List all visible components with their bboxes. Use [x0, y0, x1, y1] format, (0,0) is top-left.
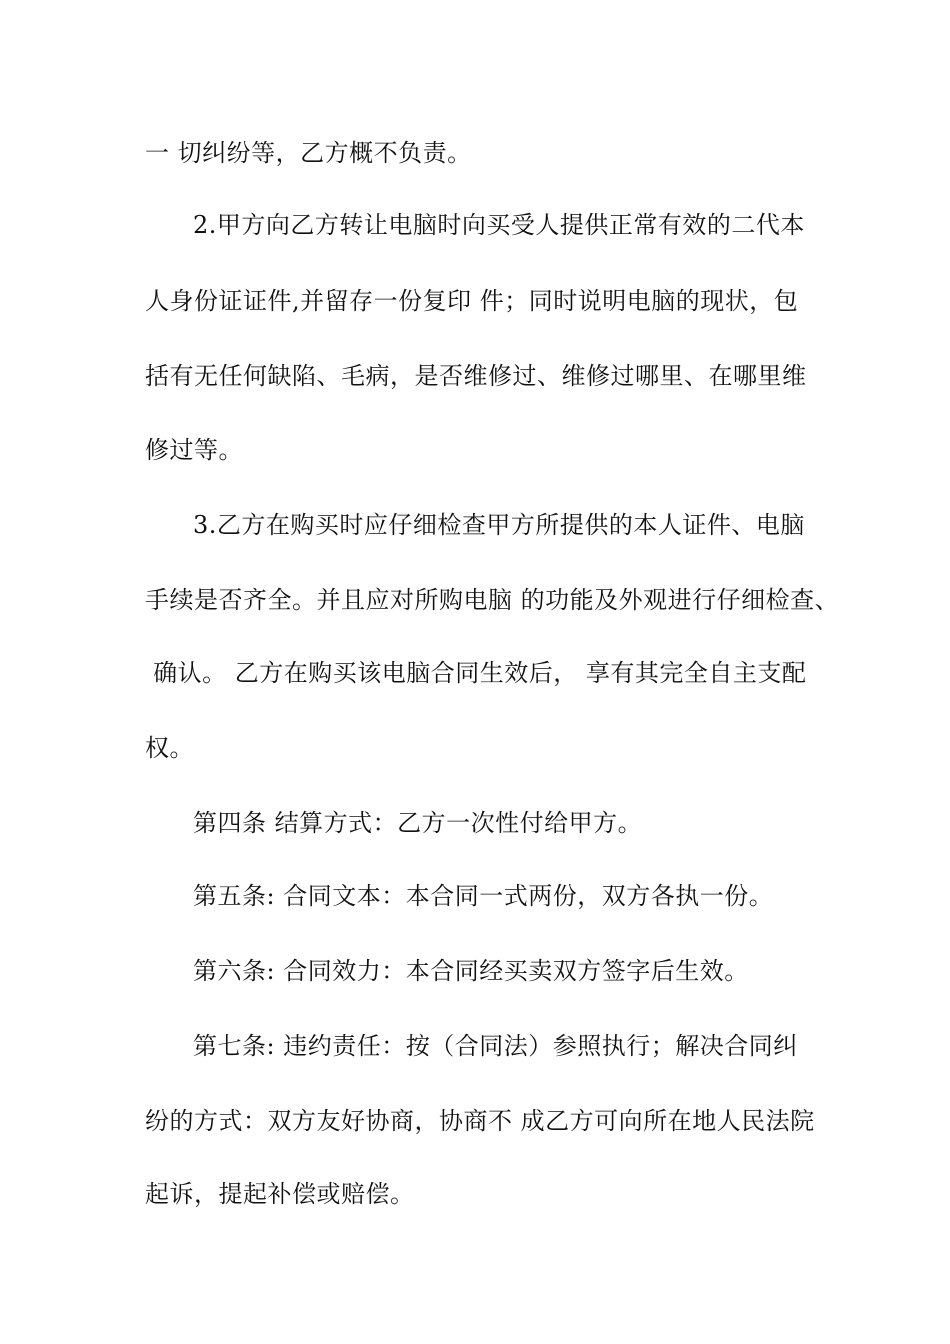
text-line-1: 一 切纠纷等，乙方概不负责。: [145, 139, 472, 167]
text-line-4: 括有无任何缺陷、毛病，是否维修过、维修过哪里、在哪里维: [145, 362, 807, 390]
text-line-10: 第四条 结算方式：乙方一次性付给甲方。: [193, 809, 643, 837]
text-line-7: 手续是否齐全。并且应对所购电脑 的功能及外观进行仔细检查、: [145, 586, 840, 614]
text-line-8: 确认。 乙方在购买该电脑合同生效后， 享有其完全自主支配: [145, 659, 807, 687]
text-line-14: 纷的方式：双方友好协商，协商不 成乙方可向所在地人民法院: [145, 1107, 815, 1135]
text-line-11: 第五条: 合同文本：本合同一式两份，双方各执一份。: [193, 882, 774, 910]
text-line-9: 权。: [145, 734, 194, 762]
text-line-3: 人身份证证件,并留存一份复印 件；同时说明电脑的现状，包: [145, 287, 799, 315]
text-line-15: 起诉，提起补偿或赔偿。: [145, 1180, 415, 1208]
text-line-5: 修过等。: [145, 436, 243, 464]
text-line-2: 2.甲方向乙方转让电脑时向买受人提供正常有效的二代本: [193, 211, 805, 239]
text-line-13: 第七条: 违约责任：按（合同法）参照执行；解决合同纠: [193, 1032, 798, 1060]
text-line-6: 3.乙方在购买时应仔细检查甲方所提供的本人证件、电脑: [193, 511, 805, 539]
text-line-12: 第六条: 合同效力：本合同经买卖双方签字后生效。: [193, 957, 749, 985]
